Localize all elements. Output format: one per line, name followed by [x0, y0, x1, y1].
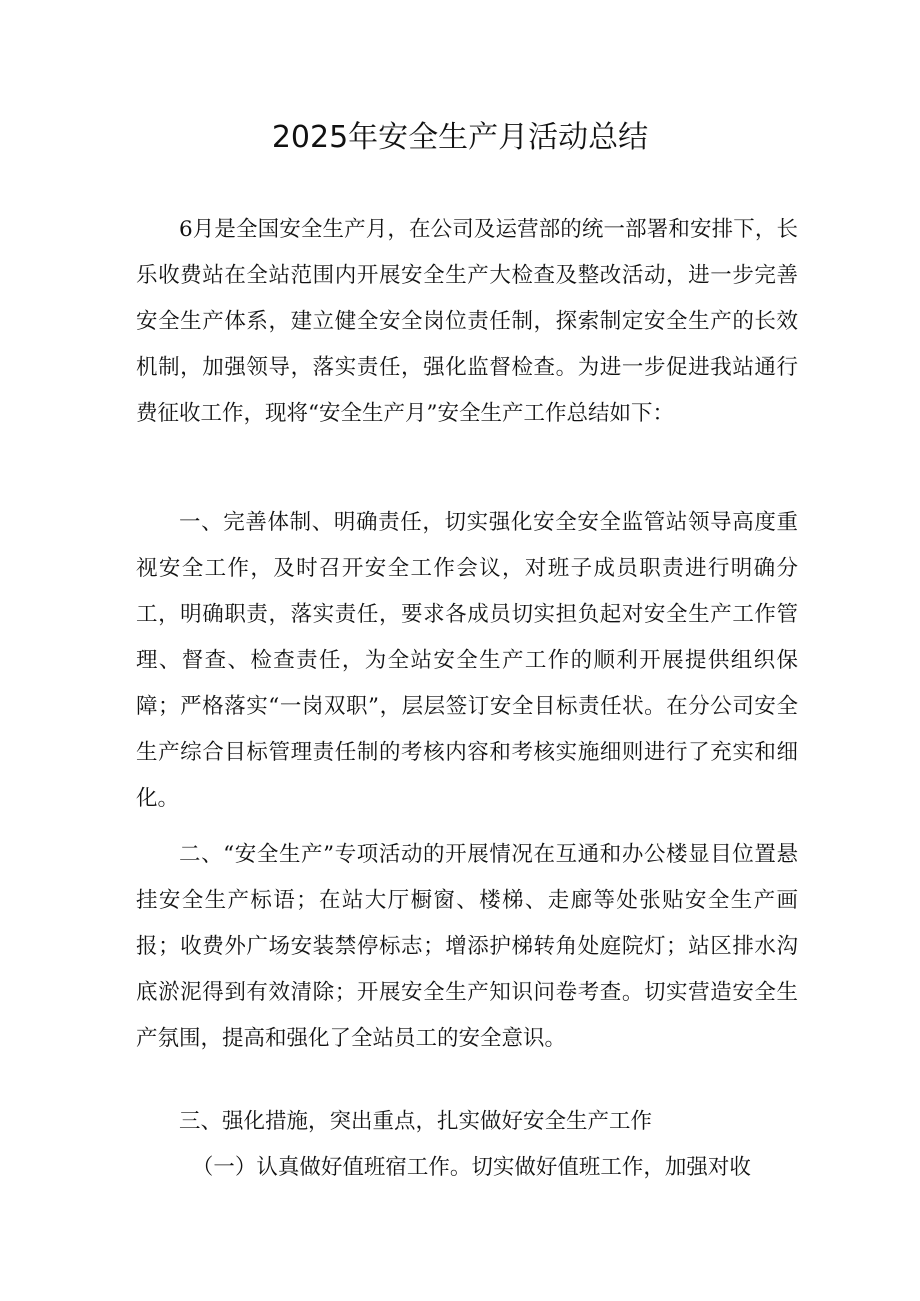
- paragraph-section-1: 一、完善体制、明确责任，切实强化安全安全监管站领导高度重视安全工作，及时召开安全工作会议，对班子成员职责进行明确分工，明确职责，落实责任，要求各成员切实担负起对安全生产工作管理、督查、检查责任，为全站安全生产工作的顺利开展提供组织保障；严格落实“一岗双职”，层层签订安全目标责任状。在分公司安全生产综合目标管理责任制的考核内容和考核实施细则进行了充实和细化。: [136, 510, 798, 811]
- paragraph-intro: 6月是全国安全生产月，在公司及运营部的统一部署和安排下，长乐收费站在全站范围内开展安全生产大检查及整改活动，进一步完善安全生产体系，建立健全安全岗位责任制，探索制定安全生产的长效机制，加强领导，落实责任，强化监督检查。为进一步促进我站通行费征收工作，现将“安全生产月”安全生产工作总结如下：: [136, 217, 798, 426]
- section-heading-3: 三、强化措施，突出重点，扎实做好安全生产工作: [179, 1109, 653, 1134]
- document-title: 2025年安全生产月活动总结: [271, 120, 649, 155]
- paragraph-section-2: 二、“安全生产”专项活动的开展情况在互通和办公楼显目位置悬挂安全生产标语；在站大厅橱窗、楼梯、走廊等处张贴安全生产画报；收费外广场安装禁停标志；增添护梯转角处庭院灯；站区排水沟底淤泥得到有效清除；开展安全生产知识问卷考查。切实营造安全生产氛围，提高和强化了全站员工的安全意识。: [136, 842, 798, 1051]
- paragraph-subsection-3-1: （一）认真做好值班宿工作。切实做好值班工作，加强对收: [191, 1155, 751, 1180]
